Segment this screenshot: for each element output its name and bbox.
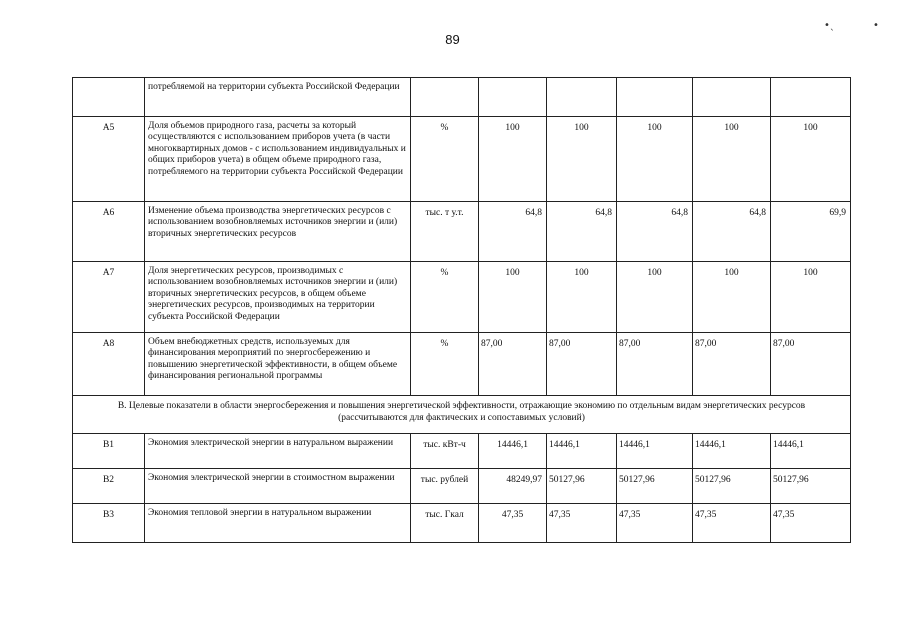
table-row	[73, 78, 851, 117]
row-code: А5	[73, 117, 145, 202]
table-row	[73, 333, 851, 396]
row-value: 87,00	[693, 333, 771, 396]
row-value: 47,35	[617, 504, 693, 543]
row-description: Объем внебюджетных средств, используемых для финансирования мероприятий по энергосбережению и повышению энергетической эффективности, в общем объеме финансирования региональной программы	[145, 333, 411, 396]
row-description: Доля объемов природного газа, расчеты за который осуществляются с использованием приборов учета (в части многоквартирных домов - с использованием индивидуальных и общих приборов учета) в общем объеме природного газа, потребляемого на территории субъекта Российской Федерации	[145, 117, 411, 202]
indicators-table	[72, 77, 851, 543]
row-unit: %	[411, 333, 479, 396]
row-description: Экономия тепловой энергии в натуральном выражении	[145, 504, 411, 543]
row-value: 100	[479, 117, 547, 202]
row-unit	[411, 78, 479, 117]
row-value	[617, 78, 693, 117]
row-value: 64,8	[693, 202, 771, 262]
row-value	[771, 78, 851, 117]
row-unit: тыс. т у.т.	[411, 202, 479, 262]
table-row	[73, 434, 851, 469]
row-value: 48249,97	[479, 469, 547, 504]
row-unit: тыс. Гкал	[411, 504, 479, 543]
row-value: 100	[693, 262, 771, 333]
row-value: 64,8	[479, 202, 547, 262]
row-description: потребляемой на территории субъекта Российской Федерации	[145, 78, 411, 117]
row-unit: %	[411, 262, 479, 333]
row-code: А7	[73, 262, 145, 333]
row-value: 87,00	[617, 333, 693, 396]
row-value: 64,8	[547, 202, 617, 262]
row-value: 50127,96	[693, 469, 771, 504]
row-value: 50127,96	[547, 469, 617, 504]
row-value	[547, 78, 617, 117]
row-description: Изменение объема производства энергетических ресурсов с использованием возобновляемых источников энергии и (или) вторичных энергетических ресурсов	[145, 202, 411, 262]
row-code: В2	[73, 469, 145, 504]
row-value: 14446,1	[547, 434, 617, 469]
row-code: А8	[73, 333, 145, 396]
row-description: Экономия электрической энергии в натуральном выражении	[145, 434, 411, 469]
row-value: 100	[771, 262, 851, 333]
page-number: 89	[445, 32, 460, 47]
row-value: 87,00	[479, 333, 547, 396]
row-value: 14446,1	[479, 434, 547, 469]
row-value: 14446,1	[617, 434, 693, 469]
section-header-row	[73, 396, 851, 434]
row-value: 47,35	[771, 504, 851, 543]
row-value	[479, 78, 547, 117]
section-b-title: В. Целевые показатели в области энергосбережения и повышения энергетической эффективности, отражающие экономию по отдельным видам энергетических ресурсов (рассчитываются для фактических и сопоставимых условий)	[73, 396, 851, 434]
row-value: 100	[617, 262, 693, 333]
row-code: А6	[73, 202, 145, 262]
row-description: Доля энергетических ресурсов, производимых с использованием возобновляемых источников энергии и (или) вторичных энергетических ресурсов, в общем объеме энергетических ресурсов, производимых на территории субъекта Российской Федерации	[145, 262, 411, 333]
row-value: 47,35	[479, 504, 547, 543]
row-value: 100	[479, 262, 547, 333]
row-code: В1	[73, 434, 145, 469]
table-row	[73, 117, 851, 202]
row-value: 47,35	[693, 504, 771, 543]
row-code	[73, 78, 145, 117]
row-value: 69,9	[771, 202, 851, 262]
table-row	[73, 262, 851, 333]
row-description: Экономия электрической энергии в стоимостном выражении	[145, 469, 411, 504]
row-value: 100	[693, 117, 771, 202]
row-value: 50127,96	[771, 469, 851, 504]
row-value: 14446,1	[771, 434, 851, 469]
scan-mark: •ˎ	[824, 20, 835, 31]
scan-mark: •	[873, 20, 879, 31]
row-value: 100	[547, 262, 617, 333]
row-value: 87,00	[547, 333, 617, 396]
row-value: 100	[617, 117, 693, 202]
table-row	[73, 202, 851, 262]
row-value: 100	[771, 117, 851, 202]
row-value: 14446,1	[693, 434, 771, 469]
table-row	[73, 469, 851, 504]
row-code: В3	[73, 504, 145, 543]
row-value	[693, 78, 771, 117]
row-value: 47,35	[547, 504, 617, 543]
row-value: 50127,96	[617, 469, 693, 504]
row-value: 87,00	[771, 333, 851, 396]
row-value: 100	[547, 117, 617, 202]
row-unit: тыс. рублей	[411, 469, 479, 504]
table-row	[73, 504, 851, 543]
row-unit: тыс. кВт-ч	[411, 434, 479, 469]
row-unit: %	[411, 117, 479, 202]
row-value: 64,8	[617, 202, 693, 262]
